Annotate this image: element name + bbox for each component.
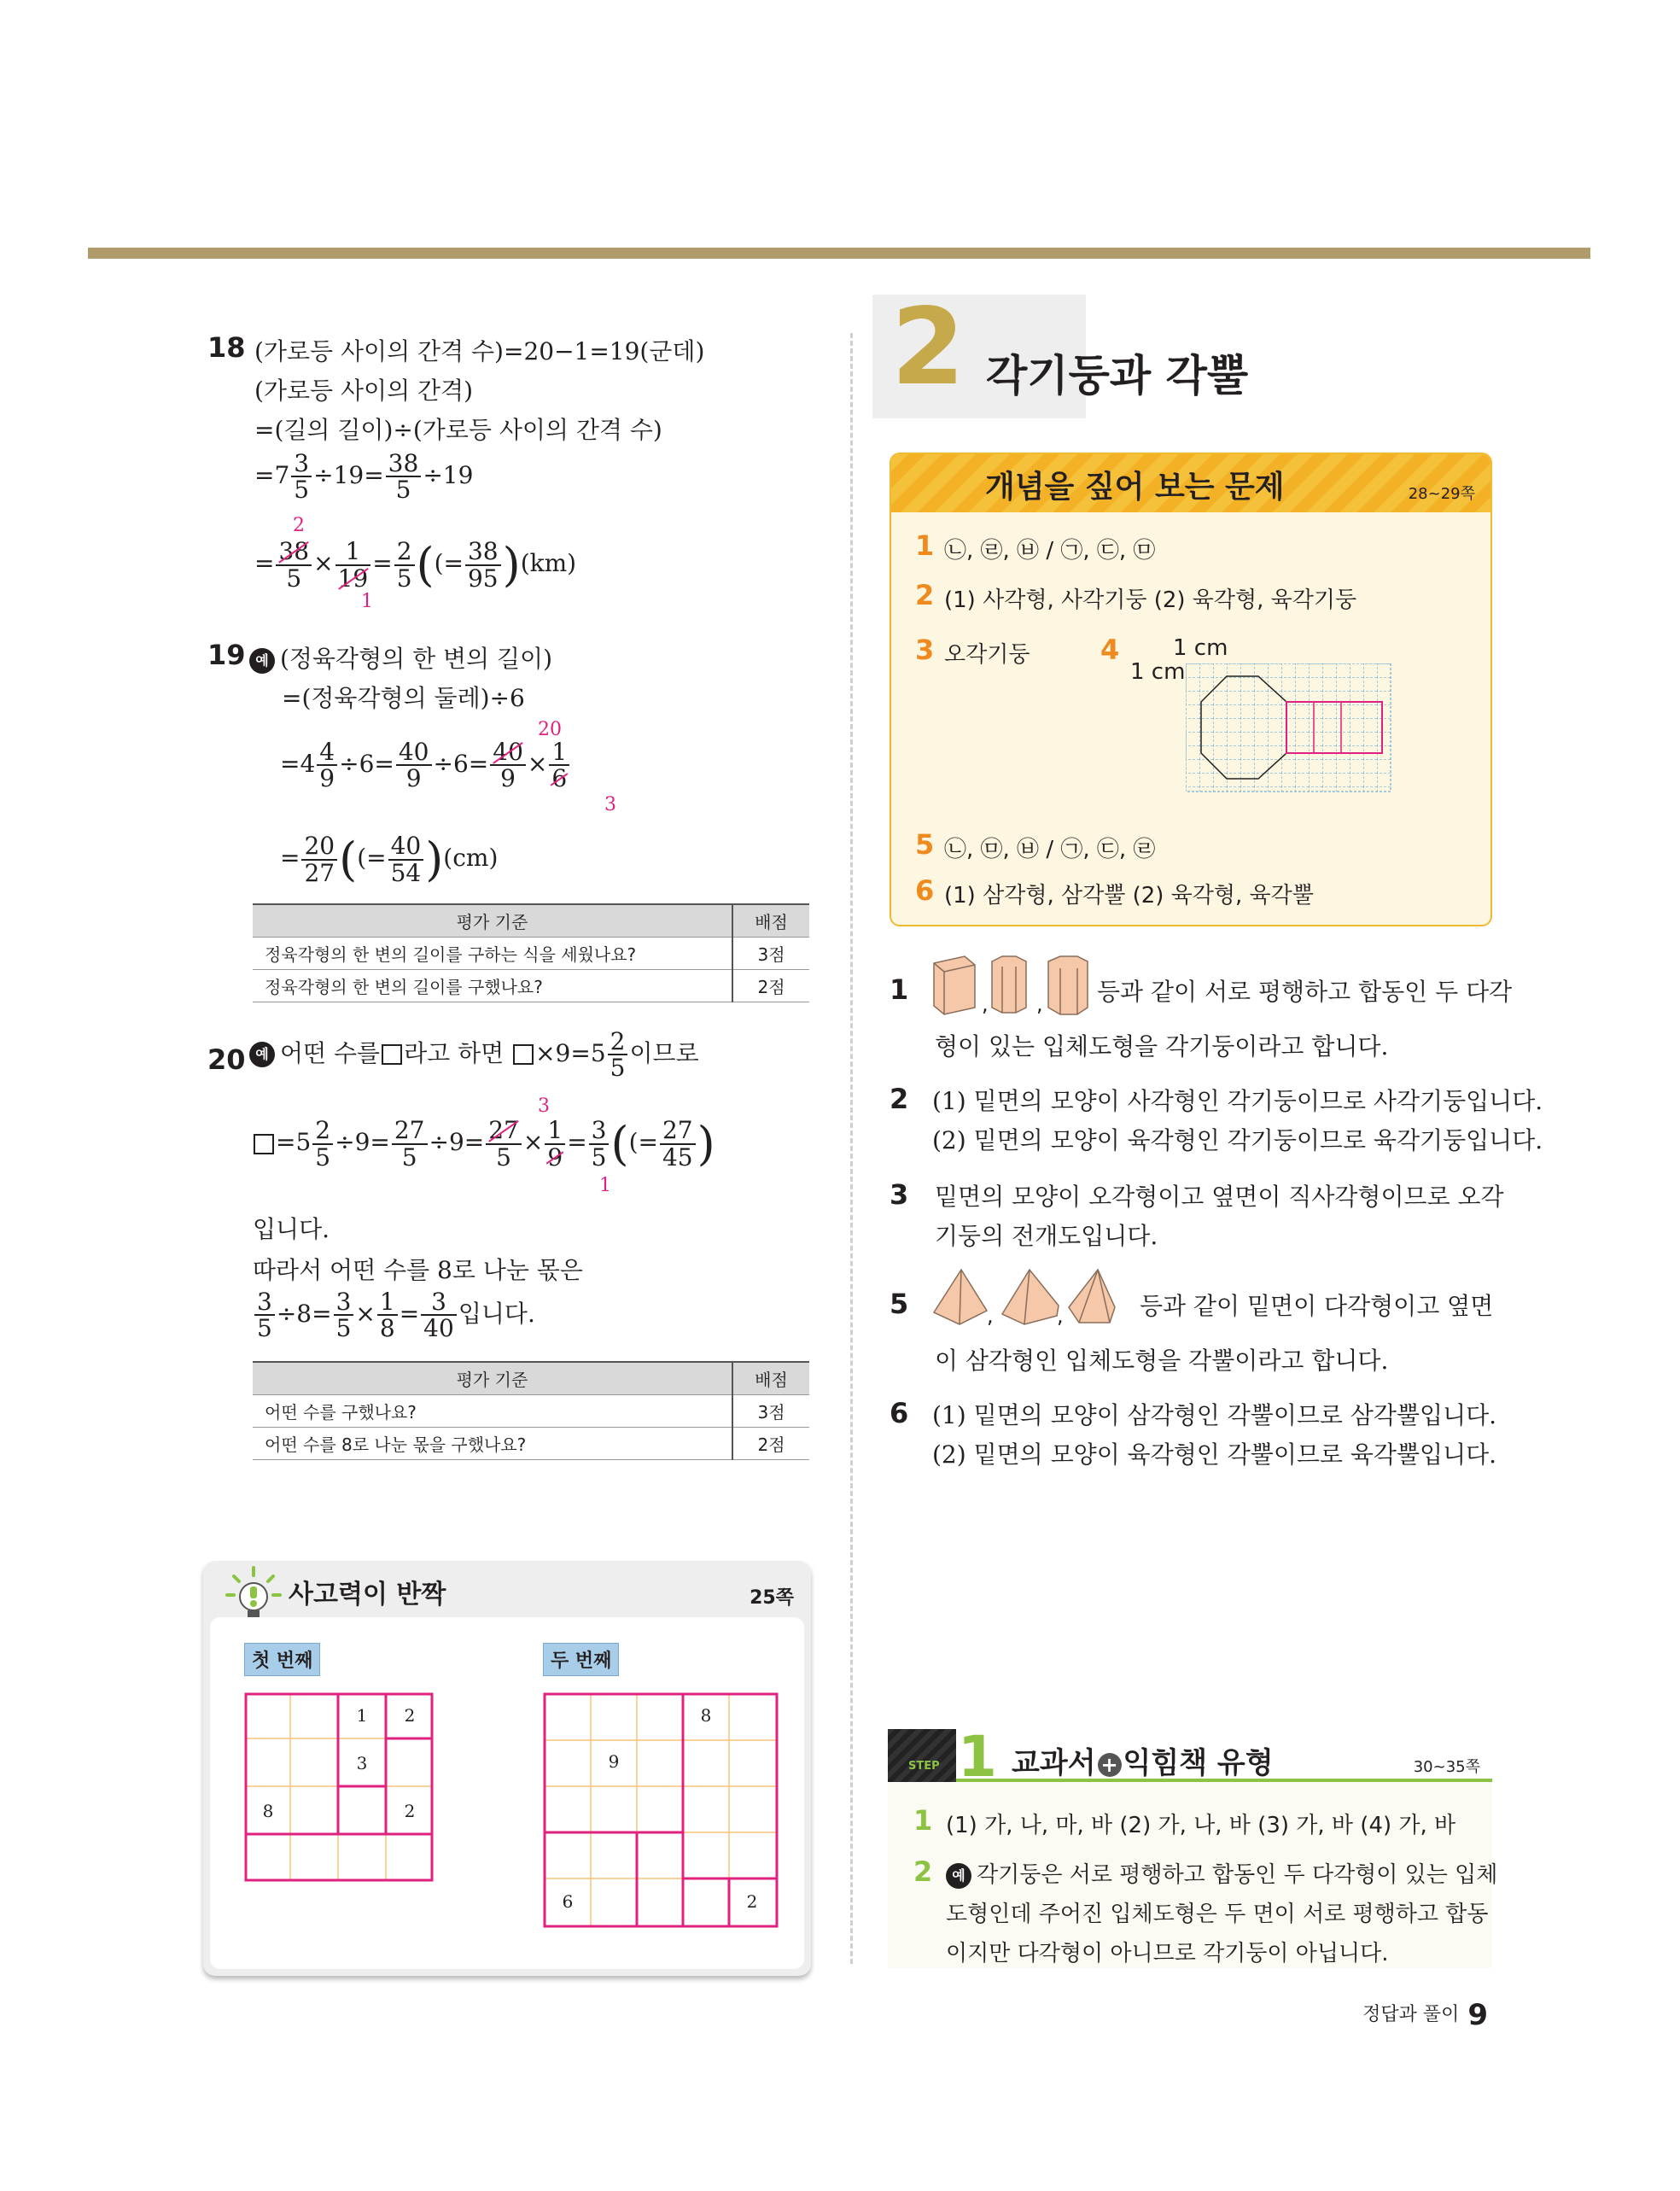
problem-19-number: 19 [207, 639, 246, 671]
problem-19-criteria-table [253, 903, 809, 1002]
grid-cell-number: 8 [700, 1705, 712, 1726]
criteria-score: 2점 [732, 969, 809, 1002]
criteria-row: 어떤 수를 8로 나눈 몫을 구했나요? [253, 1427, 732, 1459]
grid-cell-number: 2 [746, 1891, 758, 1912]
problem-19-line-1: 예 (정육각형의 한 변의 길이) [249, 640, 552, 675]
criteria-score: 3점 [732, 1394, 809, 1427]
explain-2-line-a: (1) 밑면의 모양이 사각형인 각기둥이므로 사각기둥입니다. [932, 1087, 1543, 1115]
grid-cell-number: 6 [562, 1891, 574, 1912]
criteria-row: 정육각형의 한 변의 길이를 구했나요? [253, 969, 732, 1002]
problem-19-cancel-top: 20 [538, 719, 562, 740]
grid-cell-number: 1 [356, 1705, 368, 1726]
problem-18-line-3: =(길의 길이)÷(가로등 사이의 간격 수) [254, 416, 662, 444]
concept-label: 개념을 짚어 보는 문제 [985, 470, 1285, 505]
explain-5-line-a: 등과 같이 밑면이 다각형이고 옆면 [1140, 1292, 1494, 1320]
problem-20-number: 20 [207, 1043, 246, 1076]
concept-item-text: 오각기둥 [944, 642, 1030, 668]
criteria-score: 2점 [732, 1427, 809, 1459]
page-footer [1362, 1998, 1488, 2032]
score-header: 배점 [732, 1362, 809, 1394]
grid-unit-y: 1 cm [1130, 659, 1186, 685]
problem-20-line-5: $\frac{3}{5}$ ÷8= $\frac{3}{5}$ × $\frac{1}{8}$ = $\frac{3}{40}$ 입니다. [253, 1289, 535, 1341]
explain-5-line-b: 이 삼각형인 입체도형을 각뿔이라고 합니다. [935, 1347, 1389, 1375]
problem-20-cancel-top: 3 [538, 1096, 550, 1117]
page-number: 9 [1467, 1998, 1488, 2032]
step-label: STEP [908, 1760, 940, 1773]
criteria-header: 평가 기준 [253, 1362, 732, 1394]
explain-6-line-a: (1) 밑면의 모양이 삼각형인 각뿔이므로 삼각뿔입니다. [932, 1401, 1497, 1429]
problem-19-line-3: =4 $\frac{4}{9}$ ÷6= $\frac{40}{9}$ ÷6= $\frac{40}{9}$ × $\frac{1}{6}$ [280, 739, 571, 792]
problem-20-cancel-bottom: 1 [599, 1175, 611, 1196]
thinking-content [210, 1617, 804, 1969]
first-puzzle-grid [244, 1692, 434, 1882]
grid-cell-number: 3 [356, 1753, 368, 1773]
problem-18-line-4: =7 $\frac{3}{5}$ ÷19= $\frac{38}{5}$ ÷19 [254, 449, 474, 505]
concept-box [890, 453, 1492, 926]
pentagonal-prism-net [1186, 663, 1399, 800]
step-number: 1 [958, 1724, 997, 1790]
problem-18-line-1: (가로등 사이의 간격 수)=20−1=19(군데) [254, 337, 705, 365]
first-tag: 첫 번째 [244, 1643, 320, 1676]
problem-18-line-2: (가로등 사이의 간격) [254, 377, 474, 405]
comma: , [1057, 1304, 1064, 1328]
problem-18-number: 18 [207, 331, 246, 364]
grid-unit-x: 1 cm [1173, 635, 1228, 661]
grid-cell-number: 2 [404, 1801, 416, 1821]
problem-20-line-4: 따라서 어떤 수를 8로 나눈 몫은 [253, 1256, 583, 1284]
concept-item-text: ㉡, ㉤, ㉥ / ㉠, ㉢, ㉣ [944, 837, 1156, 862]
step-item-1-number: 1 [913, 1804, 933, 1837]
explain-3-line-b: 기둥의 전개도입니다. [935, 1222, 1158, 1250]
comma: , [982, 992, 989, 1016]
section-title: 각기둥과 각뿔 [986, 351, 1249, 400]
criteria-row: 정육각형의 한 변의 길이를 구하는 식을 세웠나요? [253, 937, 732, 969]
problem-18-line-5: = $\frac{38}{5}$ × $\frac{1}{19}$ = $\frac{2}{5}$ ((= $\frac{38}{95}$ )(km) [254, 537, 577, 593]
second-tag: 두 번째 [543, 1643, 619, 1676]
concept-header [891, 454, 1490, 512]
criteria-row: 어떤 수를 구했나요? [253, 1394, 732, 1427]
problem-18-cancel-top: 2 [293, 515, 305, 536]
problem-18-cancel-bottom: 1 [361, 591, 373, 612]
problem-20-line-3: 입니다. [253, 1215, 330, 1243]
problem-20-criteria-table [253, 1361, 809, 1460]
concept-item-num: 4 [1100, 634, 1120, 666]
concept-item-num: 6 [915, 874, 935, 907]
concept-item-num: 3 [915, 634, 935, 666]
footer-label: 정답과 풀이 [1362, 2004, 1460, 2025]
thinking-title: 사고력이 반짝 [289, 1580, 446, 1610]
prism-shapes-icon [930, 955, 1093, 1016]
grid-cell-number: 9 [608, 1751, 620, 1772]
explain-3-number: 3 [890, 1178, 909, 1211]
lightbulb-icon [224, 1564, 283, 1624]
explain-1-number: 1 [890, 973, 909, 1006]
step-title: 교과서 + 익힘책 유형 [1012, 1746, 1274, 1780]
explain-1-line-a: 등과 같이 서로 평행하고 합동인 두 다각 [1097, 978, 1513, 1006]
concept-item-text: (1) 사각형, 사각기둥 (2) 육각형, 육각기둥 [944, 587, 1357, 613]
concept-item-text: (1) 삼각형, 삼각뿔 (2) 육각형, 육각뿔 [944, 883, 1314, 909]
concept-item-num: 2 [915, 579, 935, 611]
explain-1-line-b: 형이 있는 입체도형을 각기둥이라고 합니다. [935, 1032, 1389, 1060]
criteria-score: 3점 [732, 937, 809, 969]
step-item-2-number: 2 [913, 1855, 933, 1888]
explain-6-line-b: (2) 밑면의 모양이 육각형인 각뿔이므로 육각뿔입니다. [932, 1440, 1497, 1469]
top-rule [88, 248, 1590, 259]
concept-item-text: ㉡, ㉣, ㉥ / ㉠, ㉢, ㉤ [944, 538, 1156, 564]
step-item-2-line-c: 이지만 다각형이 아니므로 각기둥이 아닙니다. [946, 1941, 1389, 1966]
concept-item-num: 1 [915, 529, 935, 562]
column-divider [850, 333, 853, 1964]
step-box [888, 1724, 1498, 1968]
explain-6-number: 6 [890, 1397, 909, 1429]
problem-19-line-2: =(정육각형의 둘레)÷6 [282, 684, 525, 712]
problem-20-line-1: 예 어떤 수를 라고 하면 ×9=5 $\frac{2}{5}$ 이므로 [249, 1029, 699, 1081]
concept-item-num: 5 [915, 828, 935, 861]
grid-cell-number: 8 [262, 1801, 274, 1821]
grid-cell-number: 2 [404, 1705, 416, 1726]
explain-5-number: 5 [890, 1288, 909, 1320]
comma: , [1036, 992, 1043, 1016]
step-item-2-line-a: 예 각기둥은 서로 평행하고 합동인 두 다각형이 있는 입체 [946, 1857, 1497, 1889]
concept-pages: 28~29쪽 [1408, 485, 1475, 503]
second-puzzle-grid [543, 1692, 779, 1928]
step-header-stripe [888, 1729, 956, 1782]
thinking-box [203, 1561, 811, 1976]
step-item-1-text: (1) 가, 나, 마, 바 (2) 가, 나, 바 (3) 가, 바 (4) 가, 바 [946, 1813, 1456, 1838]
problem-19-line-4: = $\frac{20}{27}$ ((= $\frac{40}{54}$ )(cm) [280, 832, 499, 887]
step-header [888, 1724, 1492, 1790]
explain-2-line-b: (2) 밑면의 모양이 육각형인 각기둥이므로 육각기둥입니다. [932, 1126, 1543, 1154]
explain-2-number: 2 [890, 1083, 909, 1115]
section-number: 2 [891, 286, 965, 409]
thinking-pages: 25쪽 [750, 1587, 794, 1609]
explain-3-line-a: 밑면의 모양이 오각형이고 옆면이 직사각형이므로 오각 [935, 1183, 1504, 1211]
criteria-header: 평가 기준 [253, 904, 732, 937]
problem-20-line-2: =5 $\frac{2}{5}$ ÷9= $\frac{27}{5}$ ÷9= $\frac{27}{5}$ × $\frac{1}{9}$ = $\frac{3}{5}$ ((= $\frac{27}{45}$ ) [252, 1117, 715, 1171]
comma: , [987, 1304, 994, 1328]
pyramid-shapes-icon [930, 1268, 1118, 1328]
problem-19-cancel-bottom: 3 [604, 794, 616, 815]
plus-icon: + [1098, 1753, 1122, 1777]
step-pages: 30~35쪽 [1413, 1758, 1480, 1776]
step-item-2-line-b: 도형인데 주어진 입체도형은 두 면이 서로 평행하고 합동 [946, 1902, 1489, 1927]
score-header: 배점 [732, 904, 809, 937]
